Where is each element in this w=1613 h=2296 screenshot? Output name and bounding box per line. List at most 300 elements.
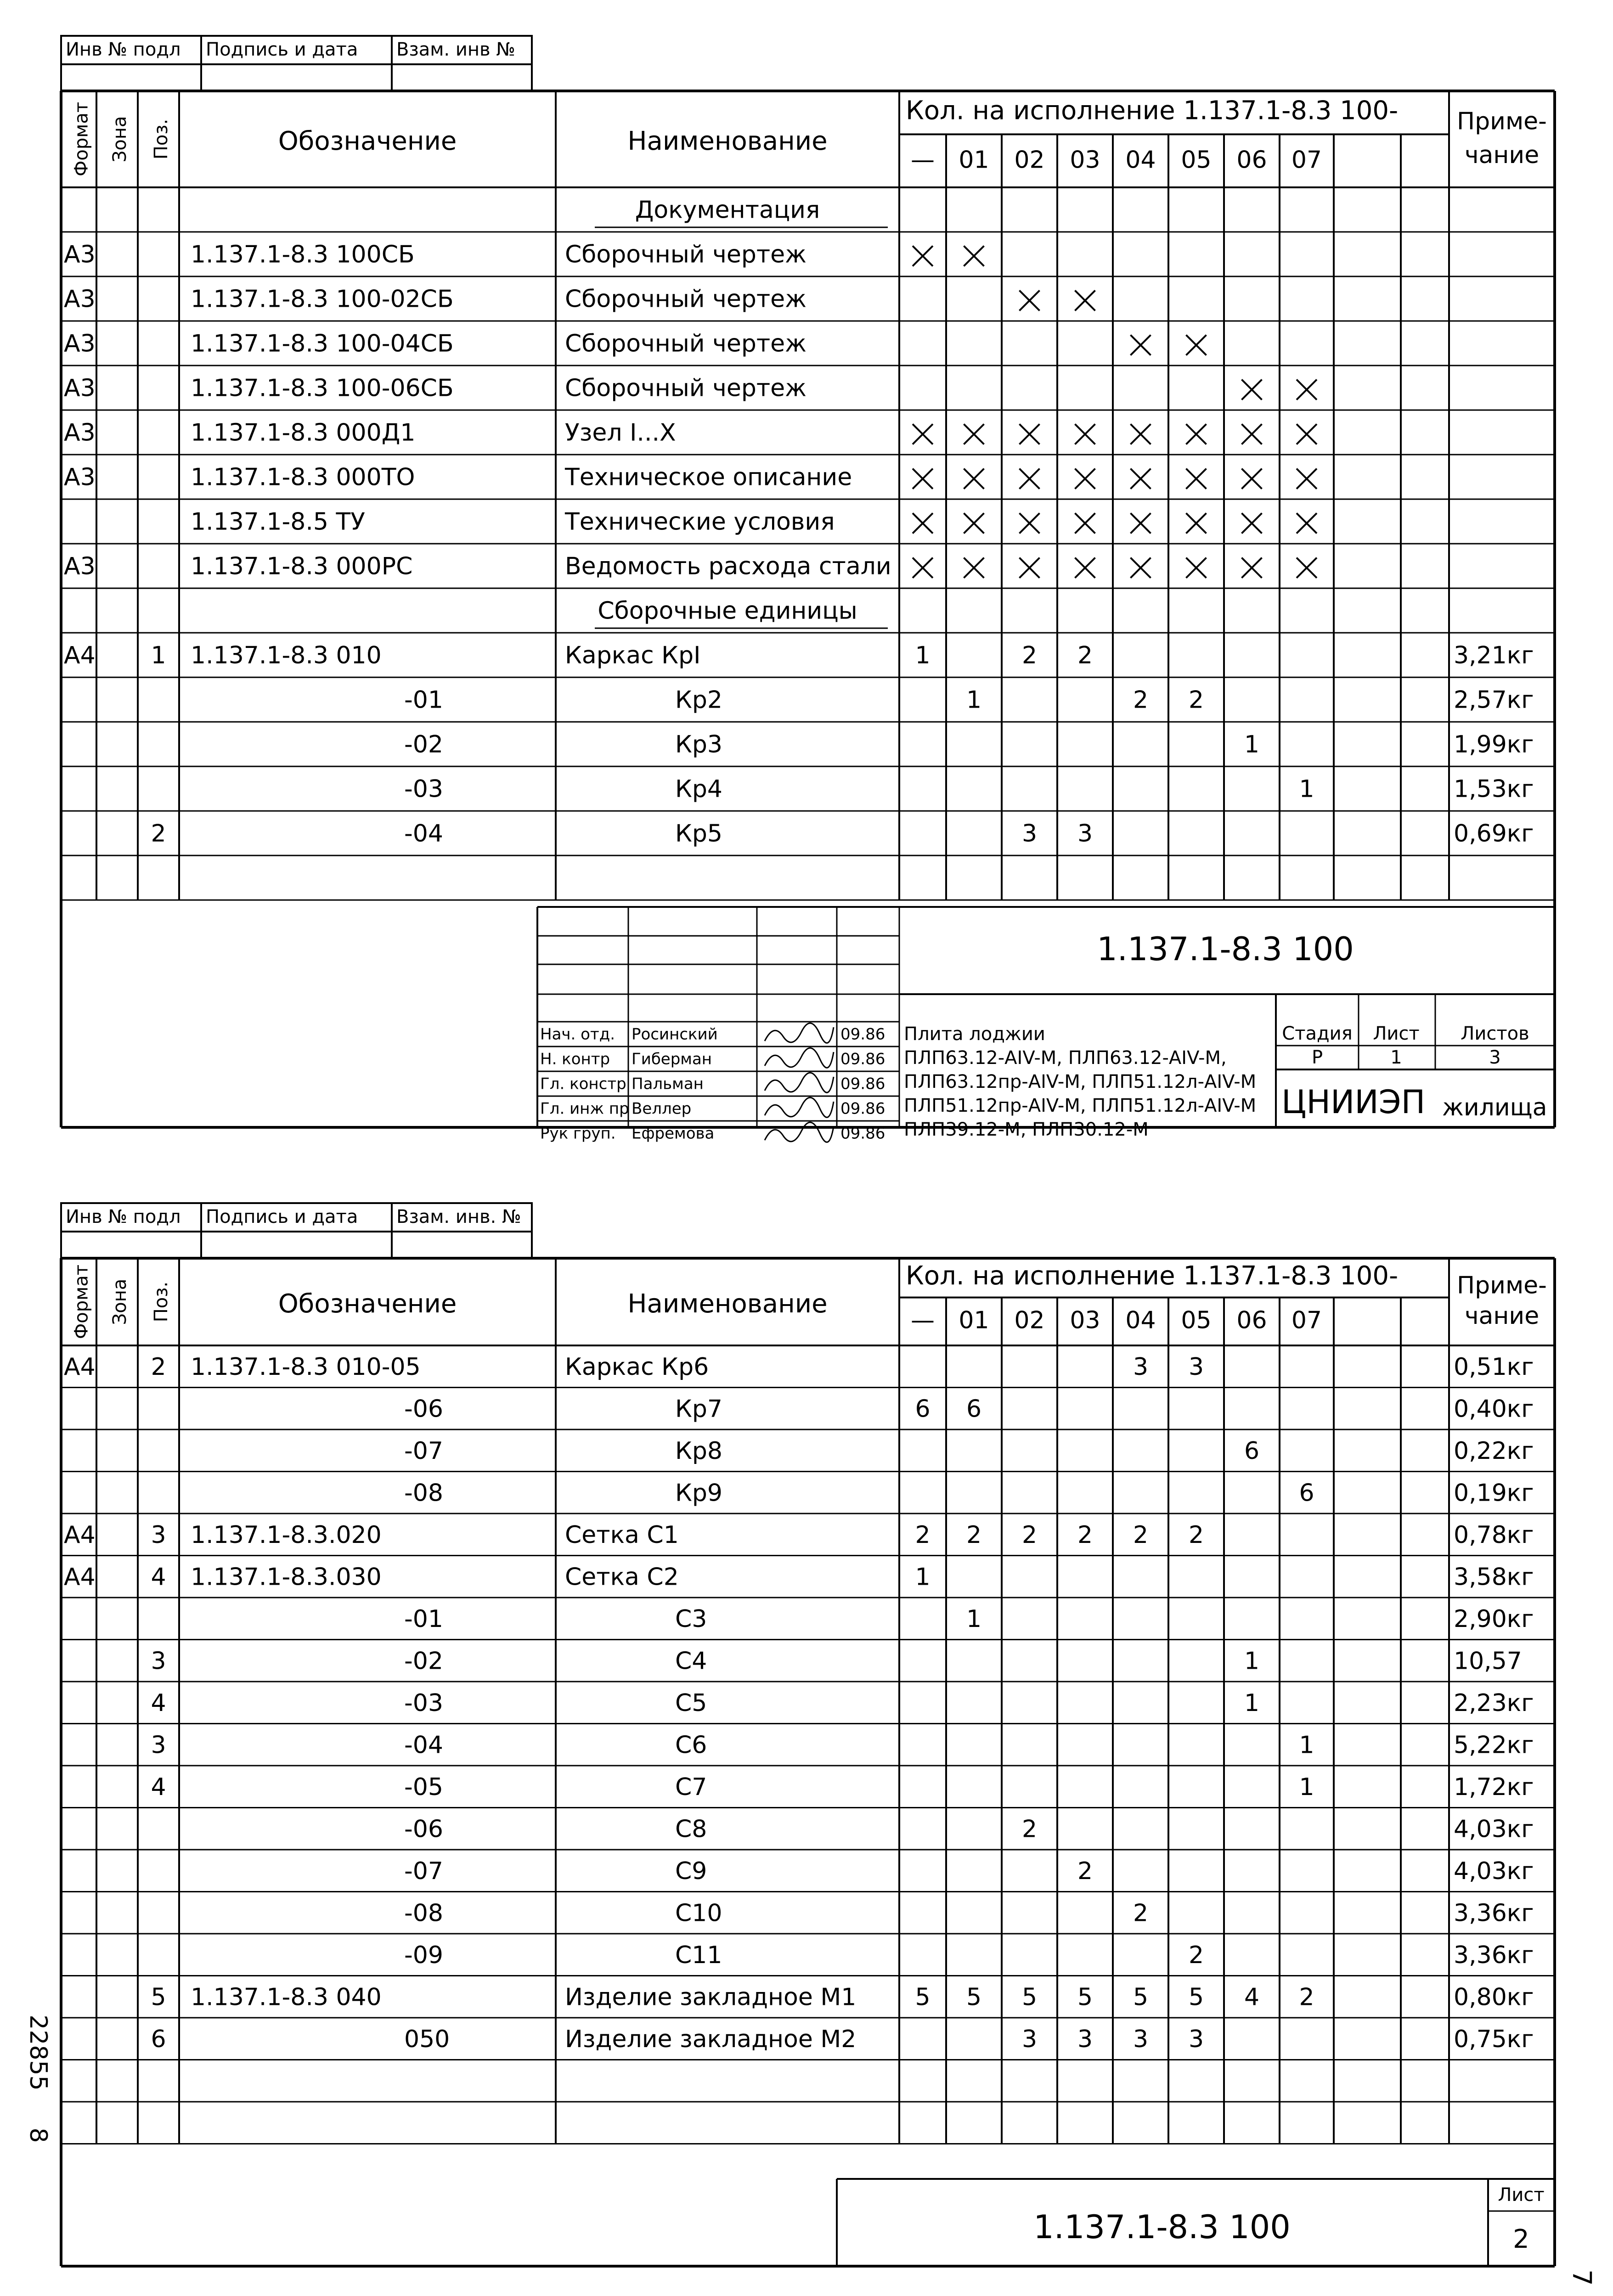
- header-qty-col: 02: [1014, 146, 1045, 174]
- signature-role: Гл. инж пр: [540, 1099, 629, 1118]
- row-quantity: 1: [1244, 1647, 1260, 1675]
- row-designation: 050: [404, 2025, 450, 2053]
- row-quantity: 2: [1077, 1857, 1093, 1885]
- header-qty-col: 04: [1125, 1306, 1156, 1334]
- row-name: Кр3: [675, 731, 723, 759]
- row-format: А3: [64, 241, 96, 269]
- row-quantity: 5: [1021, 1983, 1038, 2011]
- row-mass-note: 0,22кг: [1454, 1437, 1534, 1465]
- row-quantity: 2: [966, 1521, 982, 1549]
- row-designation: -02: [404, 731, 443, 759]
- row-name: С6: [675, 1731, 707, 1759]
- row-format: А3: [64, 285, 96, 313]
- stamp-row-2: [61, 1232, 532, 1258]
- applicability-cross: [1131, 513, 1151, 534]
- row-designation: 1.137.1-8.3 010: [191, 642, 382, 670]
- row-name: Кр7: [675, 1395, 723, 1423]
- header-qty-col: 03: [1070, 1306, 1100, 1334]
- row-quantity: 2: [1188, 686, 1204, 714]
- row-mass-note: 0,51кг: [1454, 1353, 1534, 1381]
- applicability-cross: [1186, 469, 1207, 489]
- header-qty-col: 01: [959, 1306, 989, 1334]
- header-note: чание: [1464, 141, 1540, 169]
- applicability-cross: [1131, 424, 1151, 445]
- row-mass-note: 3,58кг: [1454, 1563, 1534, 1591]
- row-designation: 1.137.1-8.3 010-05: [191, 1353, 421, 1381]
- row-quantity: 3: [1188, 1353, 1204, 1381]
- row-name: С11: [675, 1941, 722, 1969]
- applicability-cross: [1297, 469, 1317, 489]
- row-designation: -06: [404, 1815, 443, 1843]
- row-quantity: 6: [915, 1395, 931, 1423]
- header-name: Наименование: [627, 126, 828, 157]
- inventory-stamp: [61, 1203, 532, 1258]
- row-mass-note: 5,22кг: [1454, 1731, 1534, 1759]
- row-name: Каркас КрI: [565, 642, 701, 670]
- row-mass-note: 0,19кг: [1454, 1479, 1534, 1507]
- stage-value: Р: [1311, 1047, 1323, 1068]
- signature-date: 09.86: [840, 1099, 885, 1118]
- row-designation: -04: [404, 820, 443, 848]
- table-row: [61, 1815, 1555, 1850]
- header-qty-col: —: [911, 1306, 935, 1334]
- applicability-cross: [964, 513, 984, 534]
- signature-name: Гиберман: [632, 1050, 712, 1069]
- header-qty-col: 05: [1181, 1306, 1212, 1334]
- row-name: Узел I...X: [565, 419, 676, 447]
- table-row: [61, 1899, 1555, 1934]
- organization-name: ЦНИИЭП: [1281, 1083, 1426, 1121]
- applicability-cross: [1131, 469, 1151, 489]
- row-position: 1: [151, 642, 166, 670]
- row-quantity: 6: [966, 1395, 982, 1423]
- row-quantity: 6: [1244, 1437, 1260, 1465]
- header-note: Приме-: [1457, 1272, 1547, 1300]
- header-qty-col: 07: [1291, 1306, 1322, 1334]
- header-designation: Обозначение: [278, 1289, 457, 1319]
- sheets-value: 3: [1489, 1047, 1501, 1068]
- section-heading: Сборочные единицы: [598, 597, 857, 625]
- header-qty-col: 01: [959, 146, 989, 174]
- row-name: С4: [675, 1647, 707, 1675]
- applicability-cross: [1075, 469, 1095, 489]
- row-position: 3: [151, 1731, 166, 1759]
- row-mass-note: 4,03кг: [1454, 1815, 1534, 1843]
- signature-role: Нач. отд.: [540, 1025, 615, 1044]
- table-row: [61, 642, 1555, 678]
- row-name: С9: [675, 1857, 707, 1885]
- row-mass-note: 4,03кг: [1454, 1857, 1534, 1885]
- applicability-cross: [1186, 513, 1207, 534]
- table-row: [61, 286, 1555, 321]
- row-quantity: 5: [966, 1983, 982, 2011]
- signature-role: Гл. констр: [540, 1075, 626, 1093]
- applicability-cross: [1075, 291, 1095, 311]
- table-row: [61, 375, 1555, 411]
- row-quantity: 2: [1077, 642, 1093, 670]
- applicability-cross: [1297, 513, 1317, 534]
- row-position: 2: [151, 1353, 166, 1381]
- sheet-value: 1: [1390, 1047, 1402, 1068]
- row-format: А3: [64, 419, 96, 447]
- row-format: А3: [64, 463, 96, 491]
- row-quantity: 2: [1133, 686, 1149, 714]
- signature-name: Пальман: [632, 1075, 704, 1093]
- table-row: [61, 419, 1555, 455]
- stage-label: Стадия: [1282, 1023, 1353, 1044]
- applicability-cross: [1020, 291, 1040, 311]
- archive-subnumber: 8: [24, 2127, 52, 2143]
- row-quantity: 5: [1188, 1983, 1204, 2011]
- row-quantity: 3: [1133, 2025, 1149, 2053]
- row-quantity: 2: [1077, 1521, 1093, 1549]
- row-position: 4: [151, 1773, 166, 1801]
- header-position: Поз.: [151, 118, 172, 160]
- table-row: [61, 2026, 1555, 2060]
- header-qty-col: 06: [1236, 1306, 1267, 1334]
- applicability-cross: [1020, 469, 1040, 489]
- row-name: Ведомость расхода стали: [565, 552, 891, 580]
- row-quantity: 5: [1077, 1983, 1093, 2011]
- row-mass-note: 1,53кг: [1454, 775, 1534, 803]
- replacement-number-label: Взам. инв. №: [396, 1206, 521, 1227]
- row-designation: 1.137.1-8.3 100-02СБ: [191, 285, 454, 313]
- header-name: Наименование: [627, 1289, 828, 1319]
- product-description: ПЛП63.12пр-АIV-М, ПЛП51.12л-АIV-М: [904, 1071, 1257, 1092]
- row-mass-note: 0,80кг: [1454, 1983, 1534, 2011]
- table-row: [61, 1773, 1555, 1808]
- row-quantity: 5: [915, 1983, 931, 2011]
- signature-role: Н. контр: [540, 1050, 610, 1069]
- applicability-cross: [1242, 424, 1262, 445]
- sheet-label: Лист: [1498, 2184, 1545, 2206]
- row-quantity: 2: [915, 1521, 931, 1549]
- row-quantity: 1: [1299, 1773, 1314, 1801]
- table-row: [61, 1983, 1555, 2018]
- header-qty-col: 03: [1070, 146, 1100, 174]
- table-row: [61, 1479, 1555, 1514]
- row-designation: -07: [404, 1857, 443, 1885]
- row-designation: -07: [404, 1437, 443, 1465]
- row-mass-note: 0,75кг: [1454, 2025, 1534, 2053]
- applicability-cross: [1297, 424, 1317, 445]
- header-qty-col: 02: [1014, 1306, 1045, 1334]
- applicability-cross: [1020, 558, 1040, 578]
- row-position: 2: [151, 820, 166, 848]
- table-row: [61, 1521, 1555, 1556]
- row-quantity: 2: [1188, 1521, 1204, 1549]
- row-quantity: 1: [966, 686, 982, 714]
- applicability-cross: [1020, 424, 1040, 445]
- inventory-number-label: Инв № подл: [66, 1206, 181, 1227]
- row-format: А4: [64, 1563, 96, 1591]
- row-position: 4: [151, 1563, 166, 1591]
- row-name: Сетка С2: [565, 1563, 679, 1591]
- row-name: Кр2: [675, 686, 723, 714]
- header-qty-col: —: [911, 146, 935, 174]
- organization-suffix: жилища: [1442, 1094, 1547, 1121]
- row-designation: 1.137.1-8.3 100-04СБ: [191, 330, 454, 358]
- row-designation: 1.137.1-8.3 000РС: [191, 552, 413, 580]
- page-number: 7: [1566, 2269, 1596, 2286]
- header-note: Приме-: [1457, 107, 1547, 135]
- product-description: ПЛП63.12-АIV-М, ПЛП63.12-АIV-М,: [904, 1047, 1227, 1069]
- applicability-cross: [913, 469, 933, 489]
- row-designation: -01: [404, 1605, 443, 1633]
- row-name: Кр8: [675, 1437, 723, 1465]
- row-designation: -03: [404, 1689, 443, 1717]
- row-quantity: 2: [1133, 1899, 1149, 1927]
- row-quantity: 1: [966, 1605, 982, 1633]
- row-position: 3: [151, 1521, 166, 1549]
- row-quantity: 3: [1188, 2025, 1204, 2053]
- row-name: Сетка С1: [565, 1521, 679, 1549]
- handwritten-signature: [765, 1023, 834, 1043]
- header-format: Формат: [71, 101, 92, 177]
- row-quantity: 1: [915, 1563, 931, 1591]
- row-mass-note: 0,78кг: [1454, 1521, 1534, 1549]
- table-row: [61, 330, 1555, 366]
- table-row: [61, 687, 1555, 722]
- table-row: [61, 1647, 1555, 1682]
- row-designation: 1.137.1-8.3.030: [191, 1563, 382, 1591]
- row-quantity: 4: [1244, 1983, 1260, 2011]
- applicability-cross: [913, 246, 933, 266]
- replacement-number-label: Взам. инв №: [396, 39, 515, 60]
- row-quantity: 3: [1021, 2025, 1038, 2053]
- row-designation: -05: [404, 1773, 443, 1801]
- sheet2-title-block: [61, 2144, 1555, 2267]
- header-zone: Зона: [109, 1278, 130, 1325]
- applicability-cross: [964, 424, 984, 445]
- header-position: Поз.: [151, 1281, 172, 1322]
- signature-date-label: Подпись и дата: [206, 39, 358, 60]
- row-name: Кр5: [675, 820, 723, 848]
- applicability-cross: [1186, 424, 1207, 445]
- table-row: [61, 776, 1555, 811]
- table-row: [61, 1437, 1555, 1472]
- table-row: [61, 1857, 1555, 1892]
- row-mass-note: 2,90кг: [1454, 1605, 1534, 1633]
- header-qty-col: 07: [1291, 146, 1322, 174]
- handwritten-signature: [765, 1073, 834, 1092]
- row-quantity: 2: [1299, 1983, 1314, 2011]
- applicability-cross: [1131, 335, 1151, 355]
- sheet-label: Лист: [1373, 1023, 1420, 1044]
- row-quantity: 2: [1021, 1521, 1038, 1549]
- row-designation: -03: [404, 775, 443, 803]
- row-format: А3: [64, 552, 96, 580]
- row-name: Сборочный чертеж: [565, 374, 806, 402]
- table-row: [61, 1563, 1555, 1598]
- inventory-stamp: [61, 36, 532, 91]
- row-name: Техническое описание: [565, 463, 852, 491]
- row-designation: 1.137.1-8.3 000ТО: [191, 463, 415, 491]
- row-designation: -09: [404, 1941, 443, 1969]
- applicability-cross: [1297, 558, 1317, 578]
- applicability-cross: [1020, 513, 1040, 534]
- section-heading: Документация: [635, 196, 820, 224]
- row-position: 4: [151, 1689, 166, 1717]
- table-row: [61, 1605, 1555, 1640]
- row-mass-note: 1,72кг: [1454, 1773, 1534, 1801]
- applicability-cross: [1075, 558, 1095, 578]
- sheet1-title-block: [61, 900, 1555, 1143]
- applicability-cross: [1186, 558, 1207, 578]
- row-quantity: 2: [1133, 1521, 1149, 1549]
- header-quantity-title: Кол. на исполнение 1.137.1-8.3 100-: [906, 1261, 1399, 1291]
- applicability-cross: [1242, 558, 1262, 578]
- table-row: [61, 464, 1555, 500]
- signature-name: Ефремова: [632, 1124, 715, 1143]
- row-designation: -08: [404, 1479, 443, 1507]
- row-position: 5: [151, 1983, 166, 2011]
- product-description: Плита лоджии: [904, 1024, 1045, 1045]
- product-description: ПЛП51.12пр-АIV-М, ПЛП51.12л-АIV-М: [904, 1095, 1257, 1116]
- row-name: Сборочный чертеж: [565, 241, 806, 269]
- header-format: Формат: [71, 1264, 92, 1339]
- applicability-cross: [964, 246, 984, 266]
- row-designation: 1.137.1-8.3 100СБ: [191, 241, 415, 269]
- table-row: [61, 1353, 1555, 1388]
- header-quantity-title: Кол. на исполнение 1.137.1-8.3 100-: [906, 96, 1399, 126]
- margin-notes: [24, 2015, 1596, 2286]
- header-qty-col: 05: [1181, 146, 1212, 174]
- row-format: А3: [64, 374, 96, 402]
- row-designation: 1.137.1-8.3.020: [191, 1521, 382, 1549]
- sheet2-spec-table: [61, 1203, 1555, 2266]
- row-name: С5: [675, 1689, 707, 1717]
- applicability-cross: [1075, 424, 1095, 445]
- applicability-cross: [1297, 380, 1317, 400]
- row-mass-note: 0,69кг: [1454, 820, 1534, 848]
- row-quantity: 1: [915, 642, 931, 670]
- applicability-cross: [1131, 558, 1151, 578]
- row-quantity: 3: [1077, 2025, 1093, 2053]
- row-designation: 1.137.1-8.5 ТУ: [191, 508, 365, 536]
- table-row: [61, 597, 1555, 633]
- row-name: С7: [675, 1773, 707, 1801]
- row-position: 6: [151, 2025, 166, 2053]
- row-designation: -01: [404, 686, 443, 714]
- row-name: С3: [675, 1605, 707, 1633]
- row-format: А4: [64, 1521, 96, 1549]
- handwritten-signature: [765, 1122, 834, 1142]
- row-designation: -06: [404, 1395, 443, 1423]
- row-format: А4: [64, 1353, 96, 1381]
- row-name: Изделие закладное М2: [565, 2025, 857, 2053]
- row-designation: 1.137.1-8.3 000Д1: [191, 419, 416, 447]
- table-row: [61, 820, 1555, 856]
- row-quantity: 2: [1021, 642, 1038, 670]
- header-note: чание: [1464, 1302, 1540, 1330]
- row-format: А3: [64, 330, 96, 358]
- header-qty-col: 06: [1236, 146, 1267, 174]
- row-mass-note: 1,99кг: [1454, 731, 1534, 759]
- row-name: Каркас Кр6: [565, 1353, 709, 1381]
- row-mass-note: 2,23кг: [1454, 1689, 1534, 1717]
- row-name: С8: [675, 1815, 707, 1843]
- row-designation: 1.137.1-8.3 040: [191, 1983, 382, 2011]
- signature-date-label: Подпись и дата: [206, 1206, 358, 1227]
- row-name: Изделие закладное М1: [565, 1983, 857, 2011]
- applicability-cross: [913, 424, 933, 445]
- table-row: [61, 197, 1555, 232]
- row-designation: -08: [404, 1899, 443, 1927]
- row-quantity: 1: [1299, 1731, 1314, 1759]
- row-position: 3: [151, 1647, 166, 1675]
- row-format: А4: [64, 642, 96, 670]
- document-number: 1.137.1-8.3 100: [1097, 930, 1354, 968]
- document-number: 1.137.1-8.3 100: [1033, 2208, 1291, 2246]
- table-row: [61, 553, 1555, 589]
- archive-number: 22855: [24, 2015, 52, 2091]
- row-quantity: 3: [1077, 820, 1093, 848]
- row-quantity: 1: [1244, 1689, 1260, 1717]
- row-mass-note: 0,40кг: [1454, 1395, 1534, 1423]
- stamp-row-2: [61, 64, 532, 91]
- row-quantity: 3: [1133, 1353, 1149, 1381]
- row-designation: -02: [404, 1647, 443, 1675]
- row-name: Технические условия: [565, 508, 835, 536]
- row-mass-note: 2,57кг: [1454, 686, 1534, 714]
- header-qty-col: 04: [1125, 146, 1156, 174]
- table-row: [61, 1941, 1555, 1976]
- signature-date: 09.86: [840, 1124, 885, 1143]
- row-mass-note: 3,36кг: [1454, 1899, 1534, 1927]
- row-mass-note: 10,57: [1454, 1647, 1522, 1675]
- sheets-label: Листов: [1461, 1023, 1529, 1044]
- table-row: [61, 508, 1555, 544]
- table-row: [61, 1731, 1555, 1766]
- signature-date: 09.86: [840, 1050, 885, 1069]
- signature-name: Веллер: [632, 1099, 692, 1118]
- table-row: [61, 1395, 1555, 1429]
- row-quantity: 1: [1299, 775, 1314, 803]
- applicability-cross: [913, 513, 933, 534]
- row-name: Кр4: [675, 775, 723, 803]
- product-description: ПЛП39.12-М, ПЛП30.12-М: [904, 1119, 1149, 1140]
- row-name: Сборочный чертеж: [565, 330, 806, 358]
- signature-date: 09.86: [840, 1025, 885, 1044]
- signature-date: 09.86: [840, 1075, 885, 1093]
- row-quantity: 2: [1021, 1815, 1038, 1843]
- header-designation: Обозначение: [278, 126, 457, 157]
- row-name: Сборочный чертеж: [565, 285, 806, 313]
- row-quantity: 2: [1188, 1941, 1204, 1969]
- applicability-cross: [964, 558, 984, 578]
- table-row: [61, 241, 1555, 277]
- applicability-cross: [1075, 513, 1095, 534]
- handwritten-signature: [765, 1097, 834, 1117]
- applicability-cross: [913, 558, 933, 578]
- header-zone: Зона: [109, 116, 130, 163]
- applicability-cross: [1242, 513, 1262, 534]
- row-mass-note: 3,36кг: [1454, 1941, 1534, 1969]
- applicability-cross: [1242, 469, 1262, 489]
- table-row: [61, 731, 1555, 767]
- applicability-cross: [1186, 335, 1207, 355]
- signature-role: Рук груп.: [540, 1124, 616, 1143]
- row-quantity: 1: [1244, 731, 1260, 759]
- row-name: С10: [675, 1899, 722, 1927]
- row-quantity: 5: [1133, 1983, 1149, 2011]
- row-designation: 1.137.1-8.3 100-06СБ: [191, 374, 454, 402]
- row-quantity: 6: [1299, 1479, 1314, 1507]
- row-designation: -04: [404, 1731, 443, 1759]
- applicability-cross: [1242, 380, 1262, 400]
- row-mass-note: 3,21кг: [1454, 642, 1534, 670]
